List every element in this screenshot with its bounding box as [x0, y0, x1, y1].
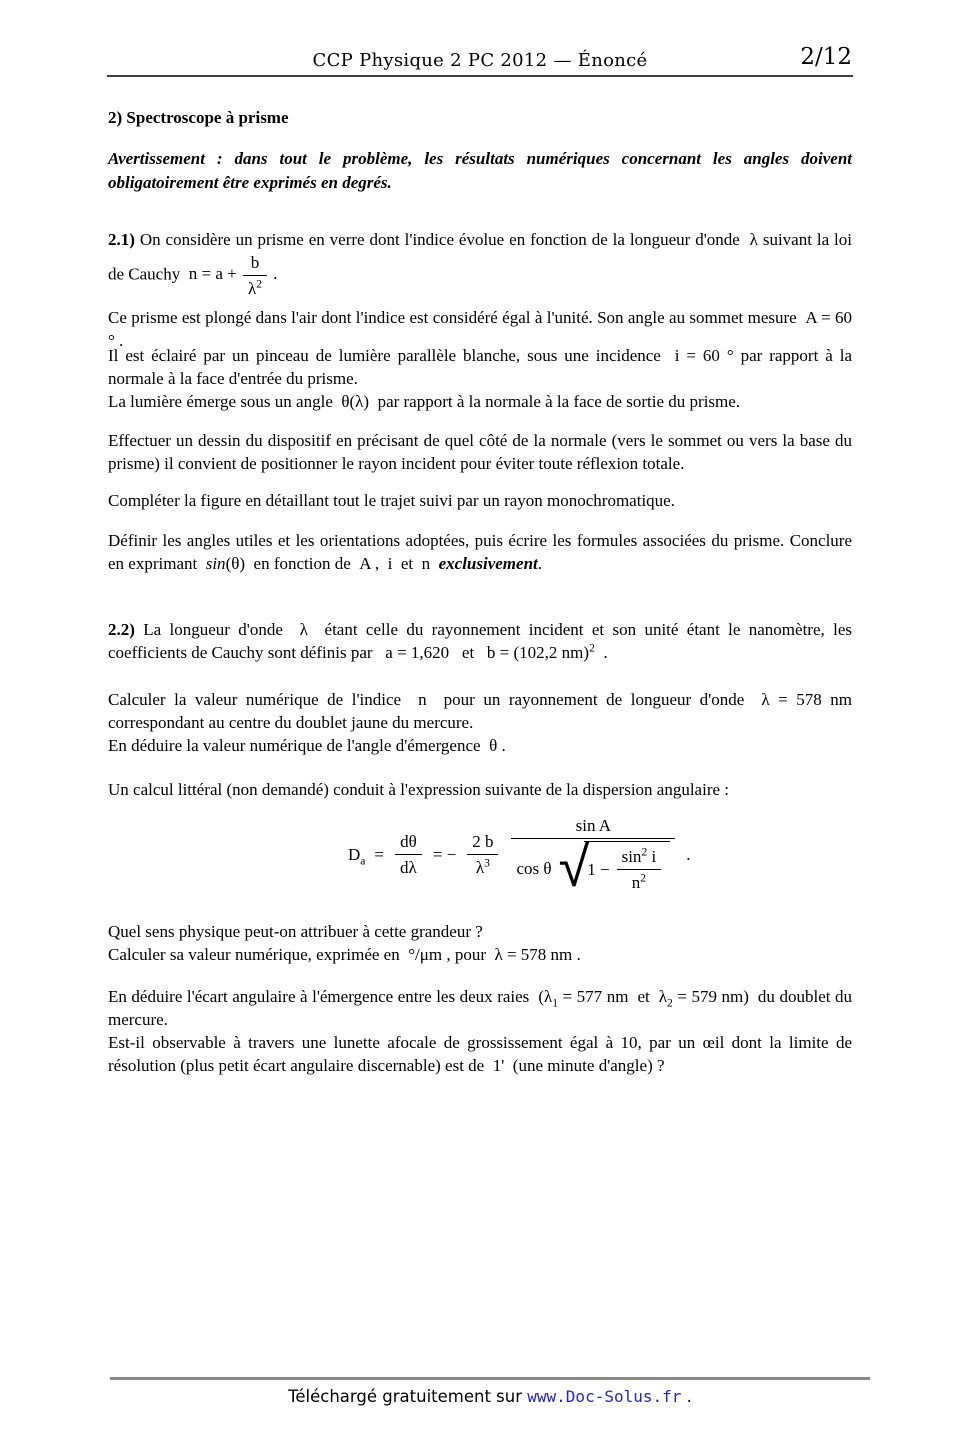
- paragraph-2-2-end: .: [594, 643, 608, 662]
- physical-meaning-text: Quel sens physique peut-on attribuer à cette grandeur ?: [108, 922, 483, 941]
- formula-period: .: [686, 845, 691, 864]
- paragraph-angular-gap: [108, 985, 852, 1077]
- a-subscript: a: [360, 854, 366, 868]
- lambda1-subscript: 1: [552, 996, 559, 1010]
- define-angles-text: Définir les angles utiles et les orientations adoptées, puis écrire les formules associées du prisme.: [108, 531, 785, 550]
- page-number: 2/12: [800, 44, 852, 70]
- cauchy-numerator: b: [243, 251, 267, 276]
- section-heading: 2) Spectroscope à prisme: [108, 108, 289, 127]
- cauchy-denominator: [243, 276, 267, 300]
- incidence-text: Il est éclairé par un pinceau de lumière parallèle blanche, sous une incidence i = 60 ° par rapport à la normale à la face d'entrée du prisme.: [108, 346, 852, 388]
- doc-solus-link[interactable]: www.Doc-Solus.fr: [527, 1387, 682, 1406]
- dispersion-formula-row: [348, 814, 691, 900]
- one-minus: 1 −: [587, 860, 610, 879]
- dlambda: dλ: [400, 858, 417, 877]
- Da-symbol: [348, 843, 365, 866]
- two-b: 2 b: [467, 830, 498, 855]
- paragraph-literal-computation: Un calcul littéral (non demandé) conduit à l'expression suivante de la dispersion angulaire :: [108, 780, 730, 799]
- question-label-2-2: 2.2): [108, 620, 135, 639]
- angular-gap-text-2: = 577 nm et λ: [558, 987, 668, 1006]
- dtheta: dθ: [395, 830, 422, 855]
- angular-gap-text: En déduire l'écart angulaire à l'émergence entre les deux raies (λ: [108, 987, 553, 1006]
- footer-rule: [110, 1377, 870, 1380]
- paragraph-incidence: [108, 344, 852, 413]
- numeric-value-text: Calculer sa valeur numérique, exprimée en °/μm , pour λ = 578 nm .: [108, 945, 581, 964]
- derivative-fraction: [393, 830, 424, 879]
- lambda-symbol: λ: [247, 279, 257, 298]
- coefficient-fraction: [465, 830, 500, 879]
- paragraph-2-2-text: La longueur d'onde λ étant celle du rayonnement incident et son unité étant le nanomètre, les coefficients de Cauchy sont définis par a = 1,620 et b = (102,2 nm): [108, 620, 852, 662]
- compute-index-text: Calculer la valeur numérique de l'indice n pour un rayonnement de longueur d'onde λ = 578 nm correspondant au centre du doublet jaune du mercure.: [108, 690, 852, 732]
- i-symbol: i: [647, 847, 657, 866]
- conclude-text-2: (θ) en fonction de A , i et n: [225, 554, 439, 573]
- conclude-period: .: [537, 554, 543, 573]
- equals-sign: =: [374, 845, 385, 864]
- paragraph-define-angles: [108, 529, 852, 575]
- paragraph-physical-meaning: [108, 920, 852, 966]
- n-symbol: n: [631, 873, 641, 892]
- paragraph-2-1-text: On considère un prisme en verre dont l'indice évolue en fonction de la longueur d'onde λ suivant la loi de Cauchy: [108, 230, 852, 284]
- header-title: CCP Physique 2 PC 2012 — Énoncé: [312, 50, 648, 71]
- cos-theta: cos θ: [516, 858, 552, 878]
- sqrt-radicand: [584, 841, 670, 894]
- n-squared: [617, 870, 662, 894]
- lambda-cubed: [467, 855, 498, 879]
- question-label-2-1: 2.1): [108, 230, 135, 249]
- deduce-angle-text: En déduire la valeur numérique de l'angle d'émergence θ .: [108, 736, 506, 755]
- cube-exponent: 3: [484, 856, 490, 870]
- cauchy-formula: [188, 253, 278, 298]
- angular-gap-text-3: = 579 nm) du doublet du mercure.: [108, 987, 852, 1029]
- lambda-symbol: λ: [475, 858, 485, 877]
- footer-text: [0, 1387, 980, 1406]
- paragraph-drawing-task: Effectuer un dessin du dispositif en précisant de quel côté de la normale (vers le sommet ou vers la base du prisme) il convient de positionner le rayon incident pour éviter toute réflexion totale.: [108, 431, 852, 473]
- sin-exponent: 2: [641, 845, 648, 859]
- D-base: D: [348, 845, 361, 864]
- header-rule: [107, 75, 853, 77]
- emergence-text: La lumière émerge sous un angle θ(λ) par rapport à la normale à la face de sortie du prisme.: [108, 392, 741, 411]
- squared-exponent: 2: [589, 641, 595, 655]
- sin-A-numerator: sin A: [511, 814, 675, 839]
- footer-prefix: Téléchargé gratuitement sur: [288, 1387, 523, 1406]
- main-denominator: [511, 835, 675, 900]
- conclude-text: Conclure en exprimant: [108, 531, 853, 573]
- paragraph-2-2-intro: [108, 618, 852, 664]
- sin-text: sin: [621, 847, 642, 866]
- lambda2-subscript: 2: [667, 996, 673, 1010]
- paragraph-complete-figure: Compléter la figure en détaillant tout le trajet suivi par un rayon monochromatique.: [108, 491, 675, 510]
- sqrt-radical-icon: √: [558, 835, 590, 900]
- dispersion-formula: [348, 814, 691, 900]
- n-exponent: 2: [640, 871, 647, 885]
- sin-italic: sin: [205, 554, 226, 573]
- exponent: 2: [256, 277, 262, 291]
- equals-minus-sign: = −: [432, 845, 457, 864]
- paragraph-compute-index: [108, 688, 852, 757]
- square-root: [558, 835, 671, 900]
- exclusivement-emphasis: exclusivement: [438, 554, 538, 573]
- cauchy-lhs: n = a +: [188, 264, 241, 284]
- paragraph-2-1-intro: [108, 228, 852, 300]
- main-fraction: [509, 814, 677, 900]
- footer-period: .: [686, 1387, 692, 1406]
- cauchy-fraction: [241, 251, 269, 300]
- paragraph-prism-air: Ce prisme est plongé dans l'air dont l'indice est considéré égal à l'unité. Son angle au sommet mesure A = 60 ° .: [108, 308, 852, 350]
- inner-fraction: [615, 845, 664, 894]
- formula-period: .: [269, 264, 278, 284]
- observability-text: Est-il observable à travers une lunette afocale de grossissement égal à 10, par un œil dont la limite de résolution (plus petit écart angulaire discernable) est de 1' (une minute d'angle) ?: [108, 1033, 852, 1075]
- warning-paragraph: Avertissement : dans tout le problème, les résultats numériques concernant les angles doivent obligatoirement être exprimés en degrés.: [108, 149, 852, 192]
- sin-squared-i: [617, 845, 662, 870]
